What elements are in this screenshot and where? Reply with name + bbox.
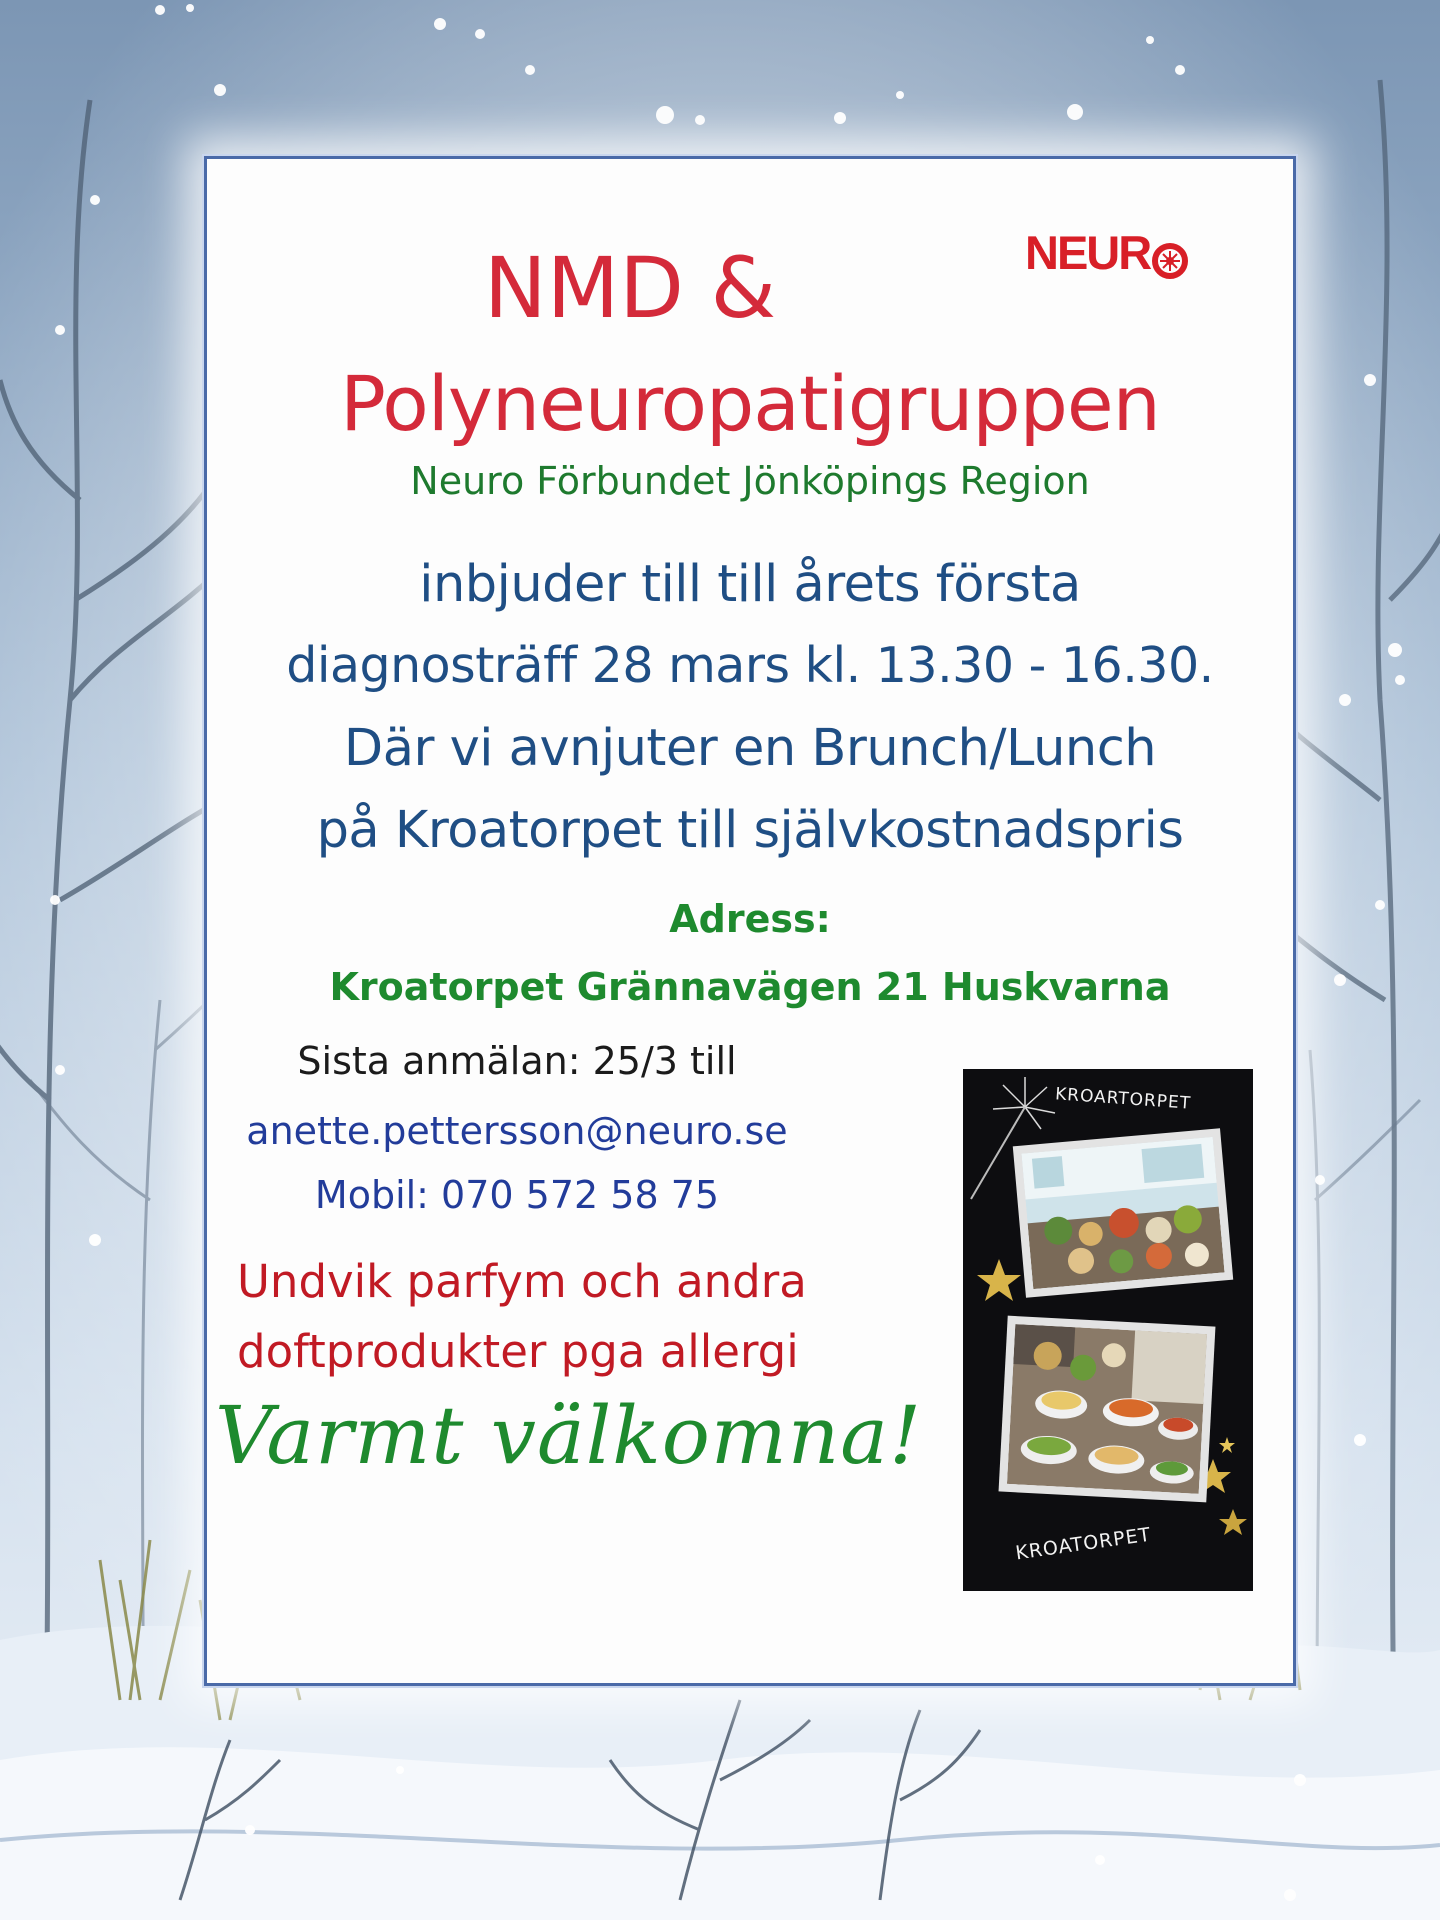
invitation-line-4: på Kroatorpet till självkostnadspris (316, 801, 1184, 860)
invitation-line-2: diagnosträff 28 mars kl. 13.30 - 16.30. (286, 637, 1214, 694)
address-label: Adress: (669, 897, 831, 941)
invitation-line-3: Där vi avnjuter en Brunch/Lunch (343, 719, 1157, 778)
title-line-1: NMD & (483, 239, 777, 337)
subtitle: Neuro Förbundet Jönköpings Region (410, 459, 1090, 503)
allergy-notice-line-1: Undvik parfym och andra (237, 1255, 807, 1308)
buffet-image-1 (1021, 1137, 1224, 1289)
title-line-2: Polyneuropatigruppen (340, 359, 1160, 448)
buffet-photo-1 (1013, 1128, 1233, 1298)
photo-card-label-bottom: KROATORPET (1014, 1523, 1153, 1565)
invitation-card (204, 156, 1296, 1686)
buffet-image-2 (1007, 1324, 1207, 1494)
allergy-notice-line-2: doftprodukter pga allergi (237, 1325, 799, 1378)
registration-deadline: Sista anmälan: 25/3 till (297, 1039, 737, 1083)
kroatorpet-photo-card (963, 1069, 1253, 1591)
invitation-line-1: inbjuder till till årets första (419, 555, 1081, 614)
contact-email[interactable]: anette.pettersson@neuro.se (246, 1109, 788, 1153)
welcome-text: Varmt välkomna! (215, 1389, 923, 1482)
neuro-logo-text: NEUR (1025, 226, 1151, 279)
buffet-photo-2 (999, 1316, 1216, 1503)
address-value: Kroatorpet Grännavägen 21 Huskvarna (329, 965, 1171, 1009)
photo-card-label-top: KROARTORPET (1054, 1084, 1192, 1114)
contact-mobile: Mobil: 070 572 58 75 (314, 1173, 720, 1217)
